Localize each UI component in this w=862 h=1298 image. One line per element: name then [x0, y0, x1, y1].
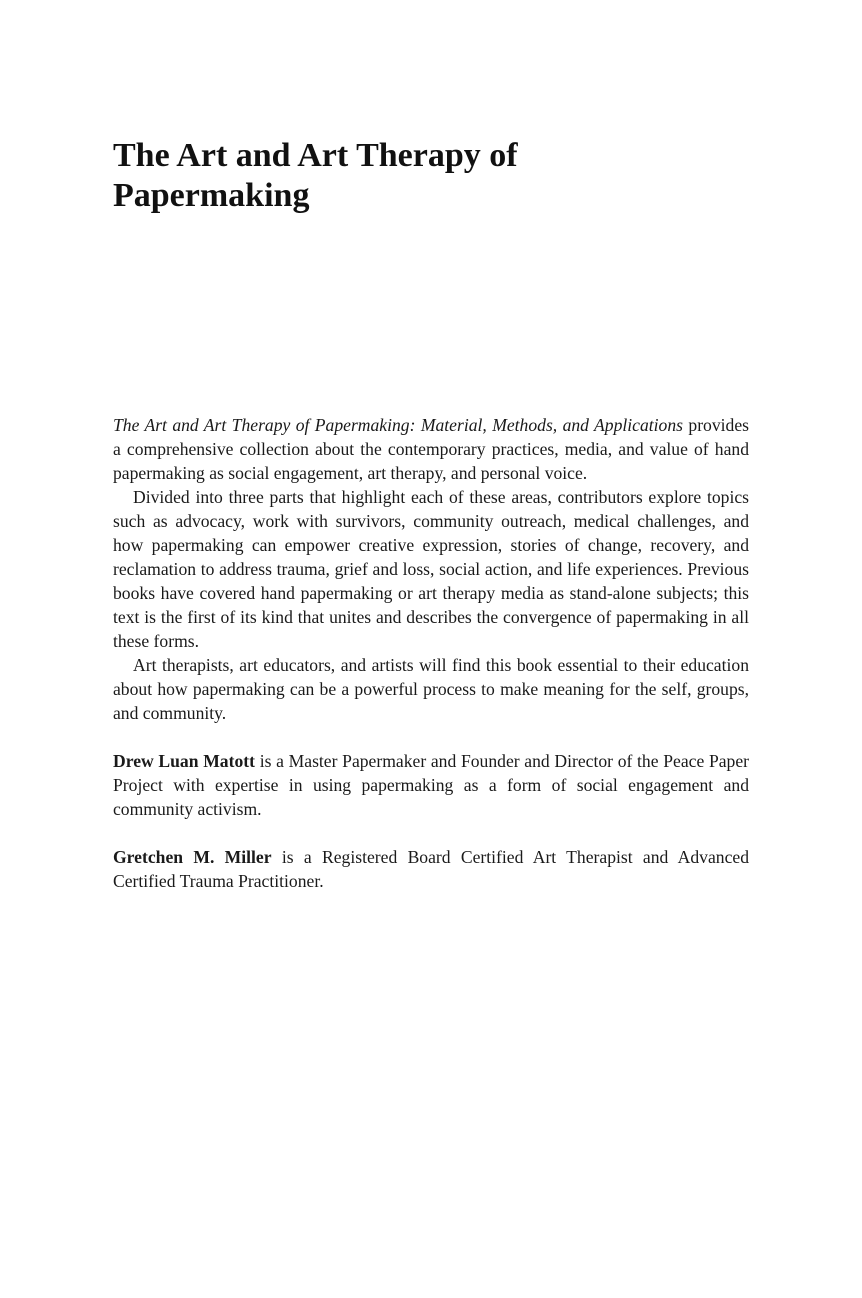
book-full-title: The Art and Art Therapy of Papermaking: Material, Methods, and Applications — [113, 415, 683, 435]
author-name-1: Drew Luan Matott — [113, 751, 255, 771]
author-name-2: Gretchen M. Miller — [113, 847, 272, 867]
author-bio-text-2: is a Registered Board Certified Art Therapist and Advanced Certified Trauma Practitioner. — [113, 847, 749, 891]
title-line-2: Papermaking — [113, 177, 310, 214]
title-line-1: The Art and Art Therapy of — [113, 137, 518, 174]
description-paragraph-1 — [113, 413, 749, 485]
page-title — [113, 136, 749, 216]
description-intro-text: provides a comprehensive collection about the contemporary practices, media, and value of hand papermaking as social engagement, art therapy, and personal voice. — [113, 415, 749, 483]
description-paragraph-2: Divided into three parts that highlight each of these areas, contributors explore topics such as advocacy, work with survivors, community outreach, medical challenges, and how papermaking can empower creative expression, stories of change, recovery, and reclamation to address trauma, grief and loss, social action, and life experiences. Previous books have covered hand papermaking or art therapy media as stand-alone subjects; this text is the first of its kind that unites and describes the convergence of papermaking in all these forms. — [113, 487, 749, 651]
book-description — [113, 413, 749, 893]
author-bio-text-1: is a Master Papermaker and Founder and Director of the Peace Paper Project with expertise in using papermaking as a form of social engagement and community activism. — [113, 751, 750, 819]
author-bio-1 — [113, 749, 749, 821]
description-paragraph-3: Art therapists, art educators, and artists will find this book essential to their education about how papermaking can be a powerful process to make meaning for the self, groups, and community. — [113, 655, 749, 723]
author-bio-2 — [113, 845, 749, 893]
